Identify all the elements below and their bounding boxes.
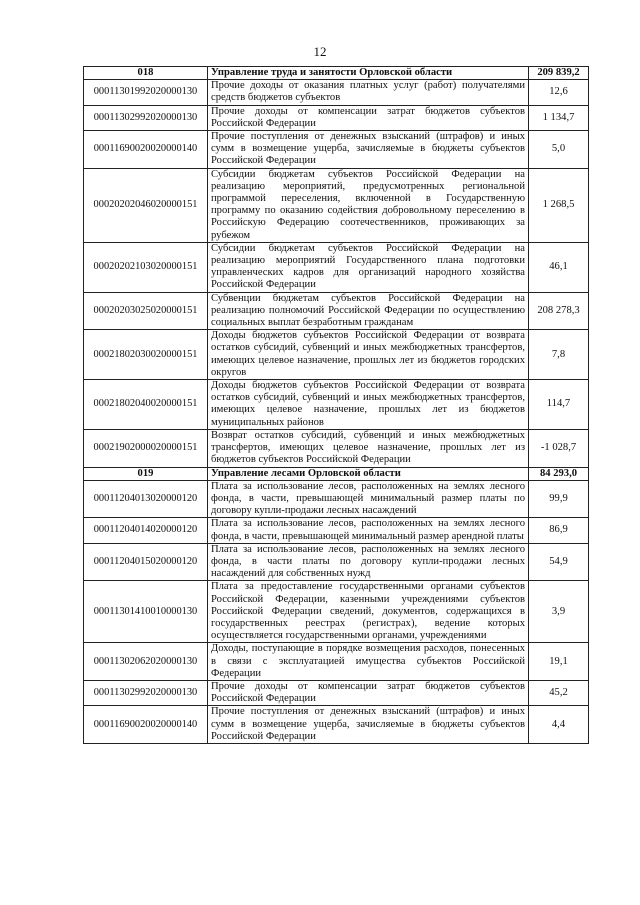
amount-cell: 86,9	[529, 518, 589, 543]
table-row	[84, 480, 589, 518]
revenue-code-cell: 00011301410010000130	[84, 581, 208, 643]
table-row	[84, 518, 589, 543]
section-header-row	[84, 467, 589, 480]
amount-cell: 209 839,2	[529, 67, 589, 80]
amount-cell: 19,1	[529, 643, 589, 681]
revenue-name-cell: Доходы бюджетов субъектов Российской Федерации от возврата остатков субсидий, субвенций и иных межбюджетных трансфертов, имеющих целевое назначение, прошлых лет из бюджетов муниципальных районов	[208, 380, 529, 430]
amount-cell: 99,9	[529, 480, 589, 518]
revenue-name-cell: Плата за использование лесов, расположенных на землях лесного фонда, в части, превышающей минимальный размер арендной платы	[208, 518, 529, 543]
revenue-code-cell: 00021902000020000151	[84, 429, 208, 467]
table-row	[84, 643, 589, 681]
table-row	[84, 168, 589, 242]
amount-cell: 7,8	[529, 330, 589, 380]
amount-cell: 4,4	[529, 706, 589, 744]
table-row	[84, 131, 589, 169]
table-row	[84, 706, 589, 744]
revenue-name-cell: Плата за использование лесов, расположенных на землях лесного фонда, в части платы по договору купли-продажи лесных насаждений для собственных нужд	[208, 543, 529, 581]
revenue-name-cell: Плата за использование лесов, расположенных на землях лесного фонда, в части, превышающей минимальный размер платы по договору купли-продажи лесных насаждений	[208, 480, 529, 518]
amount-cell: -1 028,7	[529, 429, 589, 467]
table-row	[84, 429, 589, 467]
amount-cell: 45,2	[529, 680, 589, 705]
amount-cell: 1 134,7	[529, 105, 589, 130]
table-row	[84, 105, 589, 130]
revenue-code-cell: 00020202046020000151	[84, 168, 208, 242]
revenue-code-cell: 00011302992020000130	[84, 105, 208, 130]
revenue-code-cell: 00020203025020000151	[84, 292, 208, 330]
revenue-code-cell: 00011204013020000120	[84, 480, 208, 518]
revenue-code-cell: 00011302062020000130	[84, 643, 208, 681]
revenue-name-cell: Прочие поступления от денежных взысканий (штрафов) и иных сумм в возмещение ущерба, зачисляемые в бюджеты субъектов Российской Федерации	[208, 131, 529, 169]
revenue-code-cell: 00011204015020000120	[84, 543, 208, 581]
amount-cell: 46,1	[529, 242, 589, 292]
table-row	[84, 581, 589, 643]
revenue-code-cell: 00011301992020000130	[84, 80, 208, 105]
page-number: 12	[313, 44, 327, 59]
table-row	[84, 242, 589, 292]
revenue-code-cell: 00020202103020000151	[84, 242, 208, 292]
revenue-name-cell: Прочие доходы от компенсации затрат бюджетов субъектов Российской Федерации	[208, 680, 529, 705]
amount-cell: 12,6	[529, 80, 589, 105]
section-header-row	[84, 67, 589, 80]
revenue-name-cell: Управление лесами Орловской области	[208, 467, 529, 480]
revenue-code-cell: 00021802030020000151	[84, 330, 208, 380]
revenue-code-cell: 019	[84, 467, 208, 480]
revenue-name-cell: Плата за предоставление государственными органами субъектов Российской Федерации, казенными учреждениями субъектов Российской Федерации сведений, документов, содержащихся в государственных реестрах (регистрах), ведение которых осуществляется государственными органами, учреждениями	[208, 581, 529, 643]
budget-revenue-table	[83, 66, 589, 744]
revenue-name-cell: Прочие поступления от денежных взысканий (штрафов) и иных сумм в возмещение ущерба, зачисляемые в бюджеты субъектов Российской Федерации	[208, 706, 529, 744]
amount-cell: 114,7	[529, 380, 589, 430]
revenue-name-cell: Субсидии бюджетам субъектов Российской Федерации на реализацию мероприятий Государственного плана подготовки управленческих кадров для организаций народного хозяйства Российской Федерации	[208, 242, 529, 292]
table-row	[84, 380, 589, 430]
revenue-code-cell: 00011302992020000130	[84, 680, 208, 705]
revenue-name-cell: Субвенции бюджетам субъектов Российской Федерации на реализацию полномочий Российской Федерации по осуществлению социальных выплат безработным гражданам	[208, 292, 529, 330]
revenue-code-cell: 00021802040020000151	[84, 380, 208, 430]
revenue-name-cell: Управление труда и занятости Орловской области	[208, 67, 529, 80]
revenue-name-cell: Прочие доходы от компенсации затрат бюджетов субъектов Российской Федерации	[208, 105, 529, 130]
revenue-name-cell: Доходы бюджетов субъектов Российской Федерации от возврата остатков субсидий, субвенций и иных межбюджетных трансфертов, имеющих целевое назначение, прошлых лет из бюджетов городских округов	[208, 330, 529, 380]
amount-cell: 1 268,5	[529, 168, 589, 242]
table-row	[84, 292, 589, 330]
revenue-name-cell: Субсидии бюджетам субъектов Российской Федерации на реализацию мероприятий, предусмотренных региональной программой переселения, включенной в Государственную программу по оказанию содействия добровольному переселению в Российскую Федерацию соотечественников, проживающих за рубежом	[208, 168, 529, 242]
table-row	[84, 80, 589, 105]
table-row	[84, 680, 589, 705]
table-row	[84, 330, 589, 380]
revenue-code-cell: 00011690020020000140	[84, 706, 208, 744]
table-row	[84, 543, 589, 581]
amount-cell: 3,9	[529, 581, 589, 643]
revenue-code-cell: 00011204014020000120	[84, 518, 208, 543]
revenue-code-cell: 018	[84, 67, 208, 80]
amount-cell: 5,0	[529, 131, 589, 169]
revenue-name-cell: Возврат остатков субсидий, субвенций и иных межбюджетных трансфертов, имеющих целевое назначение, прошлых лет из бюджетов субъектов Российской Федерации	[208, 429, 529, 467]
revenue-name-cell: Прочие доходы от оказания платных услуг (работ) получателями средств бюджетов субъектов	[208, 80, 529, 105]
amount-cell: 208 278,3	[529, 292, 589, 330]
amount-cell: 54,9	[529, 543, 589, 581]
amount-cell: 84 293,0	[529, 467, 589, 480]
revenue-code-cell: 00011690020020000140	[84, 131, 208, 169]
budget-table-body	[84, 67, 589, 744]
revenue-name-cell: Доходы, поступающие в порядке возмещения расходов, понесенных в связи с эксплуатацией имущества субъектов Российской Федерации	[208, 643, 529, 681]
